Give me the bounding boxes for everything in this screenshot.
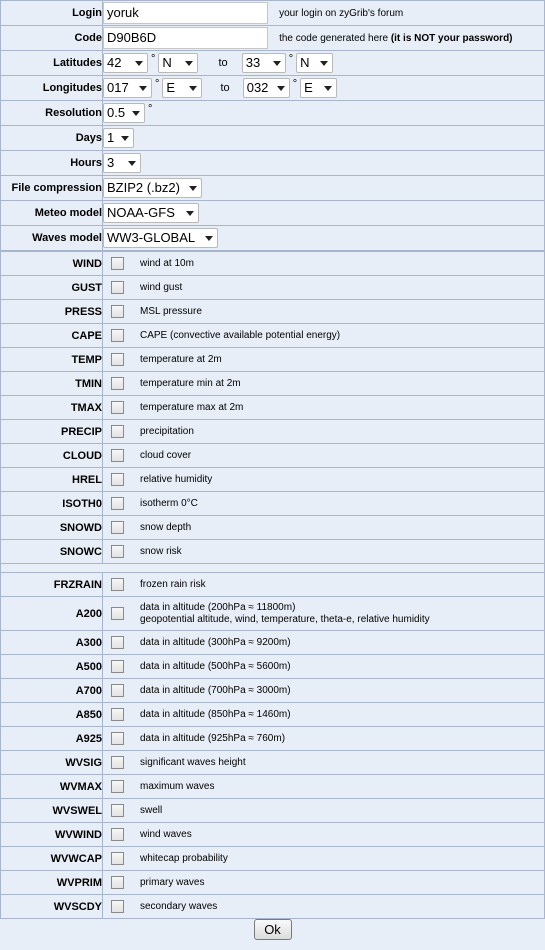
- lon-to-dir-select[interactable]: E: [300, 78, 337, 98]
- param-row: [1, 324, 545, 348]
- param-code: WVSCDY: [1, 895, 103, 919]
- param-row: [1, 492, 545, 516]
- chevron-down-icon: [185, 61, 193, 66]
- compression-label: File compression: [1, 176, 103, 201]
- param-description: data in altitude (500hPa ≈ 5600m): [140, 660, 291, 672]
- param-row: [1, 895, 545, 919]
- param-code: WVWCAP: [1, 847, 103, 871]
- param-checkbox[interactable]: [111, 425, 124, 438]
- param-description: primary waves: [140, 876, 205, 888]
- param-checkbox[interactable]: [111, 852, 124, 865]
- param-row: [1, 372, 545, 396]
- parameters-table-altitude-waves: [0, 572, 545, 919]
- param-description: snow depth: [140, 521, 192, 533]
- param-row: [1, 727, 545, 751]
- hours-select[interactable]: 3: [103, 153, 141, 173]
- param-checkbox[interactable]: [111, 473, 124, 486]
- login-input[interactable]: yoruk: [103, 2, 268, 24]
- code-hint-warning: (it is NOT your password): [390, 32, 513, 44]
- lat-from-select[interactable]: 42: [103, 53, 148, 73]
- param-row: [1, 444, 545, 468]
- param-row: [1, 540, 545, 564]
- param-row: [1, 516, 545, 540]
- param-row: [1, 597, 545, 631]
- chevron-down-icon: [189, 86, 197, 91]
- param-row: [1, 655, 545, 679]
- param-code: TMAX: [1, 396, 103, 420]
- param-code: A200: [1, 597, 103, 631]
- lat-to-text: to: [218, 57, 228, 69]
- param-code: WVSIG: [1, 751, 103, 775]
- param-description: data in altitude (300hPa ≈ 9200m): [140, 636, 291, 648]
- param-row: [1, 276, 545, 300]
- param-description: cloud cover: [140, 449, 192, 461]
- meteo-model-row: [1, 201, 545, 226]
- param-description: significant waves height: [140, 756, 246, 768]
- param-checkbox[interactable]: [111, 257, 124, 270]
- param-code: WVPRIM: [1, 871, 103, 895]
- param-checkbox[interactable]: [111, 521, 124, 534]
- param-checkbox[interactable]: [111, 900, 124, 913]
- chevron-down-icon: [273, 61, 281, 66]
- param-checkbox[interactable]: [111, 876, 124, 889]
- param-row: [1, 396, 545, 420]
- param-description: isotherm 0°C: [140, 497, 198, 509]
- resolution-label: Resolution: [1, 101, 103, 126]
- param-code: SNOWD: [1, 516, 103, 540]
- param-code: A925: [1, 727, 103, 751]
- param-description: temperature min at 2m: [140, 377, 241, 389]
- chevron-down-icon: [324, 86, 332, 91]
- param-code: WVMAX: [1, 775, 103, 799]
- chevron-down-icon: [139, 86, 147, 91]
- param-description: relative humidity: [140, 473, 213, 485]
- login-label: Login: [1, 1, 103, 26]
- waves-model-label: Waves model: [1, 226, 103, 251]
- hours-row: [1, 151, 545, 176]
- days-select[interactable]: 1: [103, 128, 134, 148]
- param-checkbox[interactable]: [111, 449, 124, 462]
- param-description: maximum waves: [140, 780, 215, 792]
- lon-to-text: to: [220, 82, 230, 94]
- meteo-model-label: Meteo model: [1, 201, 103, 226]
- meteo-model-select[interactable]: NOAA-GFS: [103, 203, 199, 223]
- param-row: [1, 468, 545, 492]
- ok-button[interactable]: Ok: [254, 919, 292, 940]
- lat-to-dir-select[interactable]: N: [296, 53, 333, 73]
- param-row: [1, 300, 545, 324]
- lat-to-select[interactable]: 33: [242, 53, 286, 73]
- param-code: PRESS: [1, 300, 103, 324]
- param-row: [1, 871, 545, 895]
- param-checkbox[interactable]: [111, 732, 124, 745]
- param-row: [1, 573, 545, 597]
- days-row: [1, 126, 545, 151]
- section-gap: [0, 564, 545, 572]
- resolution-select[interactable]: 0.5: [103, 103, 145, 123]
- param-code: A500: [1, 655, 103, 679]
- param-checkbox[interactable]: [111, 780, 124, 793]
- param-code: A700: [1, 679, 103, 703]
- degree-symbol: °: [155, 78, 160, 90]
- param-code: SNOWC: [1, 540, 103, 564]
- param-row: [1, 631, 545, 655]
- param-checkbox[interactable]: [111, 401, 124, 414]
- param-code: TEMP: [1, 348, 103, 372]
- login-hint: your login on zyGrib's forum: [279, 7, 404, 19]
- param-code: PRECIP: [1, 420, 103, 444]
- days-label: Days: [1, 126, 103, 151]
- chevron-down-icon: [132, 111, 140, 116]
- param-description: data in altitude (850hPa ≈ 1460m): [140, 708, 291, 720]
- param-code: FRZRAIN: [1, 573, 103, 597]
- lat-from-dir-select[interactable]: N: [158, 53, 198, 73]
- code-input[interactable]: D90B6D: [103, 27, 268, 49]
- param-description: swell: [140, 804, 163, 816]
- lon-to-select[interactable]: 032: [243, 78, 290, 98]
- param-description: wind gust: [140, 281, 183, 293]
- lon-from-select[interactable]: 017: [103, 78, 152, 98]
- param-checkbox[interactable]: [111, 353, 124, 366]
- chevron-down-icon: [320, 61, 328, 66]
- code-label: Code: [1, 26, 103, 51]
- chevron-down-icon: [189, 186, 197, 191]
- chevron-down-icon: [121, 136, 129, 141]
- param-checkbox[interactable]: [111, 804, 124, 817]
- compression-row: [1, 176, 545, 201]
- parameters-table-surface: [0, 251, 545, 564]
- param-description: data in altitude (200hPa ≈ 11800m) geopotential altitude, wind, temperature, theta-e, relative humidity: [140, 601, 430, 625]
- param-row: [1, 348, 545, 372]
- param-description: whitecap probability: [140, 852, 228, 864]
- code-hint: the code generated here (it is NOT your password): [279, 32, 513, 44]
- param-description: secondary waves: [140, 900, 218, 912]
- submit-row: [0, 916, 545, 944]
- chevron-down-icon: [135, 61, 143, 66]
- param-code: TMIN: [1, 372, 103, 396]
- param-description: wind waves: [140, 828, 192, 840]
- longitudes-row: [1, 76, 545, 101]
- param-code: HREL: [1, 468, 103, 492]
- compression-select[interactable]: BZIP2 (.bz2): [103, 178, 202, 198]
- chevron-down-icon: [277, 86, 285, 91]
- param-description: data in altitude (700hPa ≈ 3000m): [140, 684, 291, 696]
- degree-symbol: °: [148, 103, 153, 115]
- param-description: CAPE (convective available potential energy): [140, 329, 341, 341]
- param-row: [1, 799, 545, 823]
- code-row: [1, 26, 545, 51]
- chevron-down-icon: [128, 161, 136, 166]
- degree-symbol: °: [151, 53, 156, 65]
- param-row: [1, 823, 545, 847]
- param-row: [1, 847, 545, 871]
- param-code: A850: [1, 703, 103, 727]
- hours-label: Hours: [1, 151, 103, 176]
- waves-model-select[interactable]: WW3-GLOBAL: [103, 228, 218, 248]
- param-code: WIND: [1, 252, 103, 276]
- latitudes-label: Latitudes: [1, 51, 103, 76]
- lon-from-dir-select[interactable]: E: [162, 78, 202, 98]
- param-description: MSL pressure: [140, 305, 202, 317]
- param-checkbox[interactable]: [111, 281, 124, 294]
- param-checkbox[interactable]: [111, 828, 124, 841]
- settings-table: [0, 0, 545, 251]
- param-description: precipitation: [140, 425, 194, 437]
- param-description: temperature at 2m: [140, 353, 222, 365]
- param-row: [1, 775, 545, 799]
- param-checkbox[interactable]: [111, 578, 124, 591]
- param-description: snow risk: [140, 545, 182, 557]
- param-checkbox[interactable]: [111, 636, 124, 649]
- param-description: temperature max at 2m: [140, 401, 244, 413]
- param-code: CAPE: [1, 324, 103, 348]
- degree-symbol: °: [292, 78, 298, 90]
- param-checkbox[interactable]: [111, 305, 124, 318]
- param-description: data in altitude (925hPa ≈ 760m): [140, 732, 286, 744]
- param-code: CLOUD: [1, 444, 103, 468]
- param-code: WVSWEL: [1, 799, 103, 823]
- param-code: A300: [1, 631, 103, 655]
- login-row: [1, 1, 545, 26]
- param-checkbox[interactable]: [111, 377, 124, 390]
- param-checkbox[interactable]: [111, 684, 124, 697]
- param-description: frozen rain risk: [140, 578, 206, 590]
- param-checkbox[interactable]: [111, 607, 124, 620]
- param-checkbox[interactable]: [111, 756, 124, 769]
- waves-model-row: [1, 226, 545, 251]
- param-row: [1, 420, 545, 444]
- param-checkbox[interactable]: [111, 545, 124, 558]
- param-checkbox[interactable]: [111, 660, 124, 673]
- chevron-down-icon: [186, 211, 194, 216]
- param-checkbox[interactable]: [111, 497, 124, 510]
- param-row: [1, 751, 545, 775]
- param-description: wind at 10m: [140, 257, 194, 269]
- degree-symbol: °: [288, 53, 294, 65]
- param-checkbox[interactable]: [111, 708, 124, 721]
- chevron-down-icon: [205, 236, 213, 241]
- param-row: [1, 703, 545, 727]
- param-code: WVWIND: [1, 823, 103, 847]
- param-row: [1, 252, 545, 276]
- latitudes-row: [1, 51, 545, 76]
- param-checkbox[interactable]: [111, 329, 124, 342]
- param-code: ISOTH0: [1, 492, 103, 516]
- param-row: [1, 679, 545, 703]
- resolution-row: [1, 101, 545, 126]
- param-code: GUST: [1, 276, 103, 300]
- longitudes-label: Longitudes: [1, 76, 103, 101]
